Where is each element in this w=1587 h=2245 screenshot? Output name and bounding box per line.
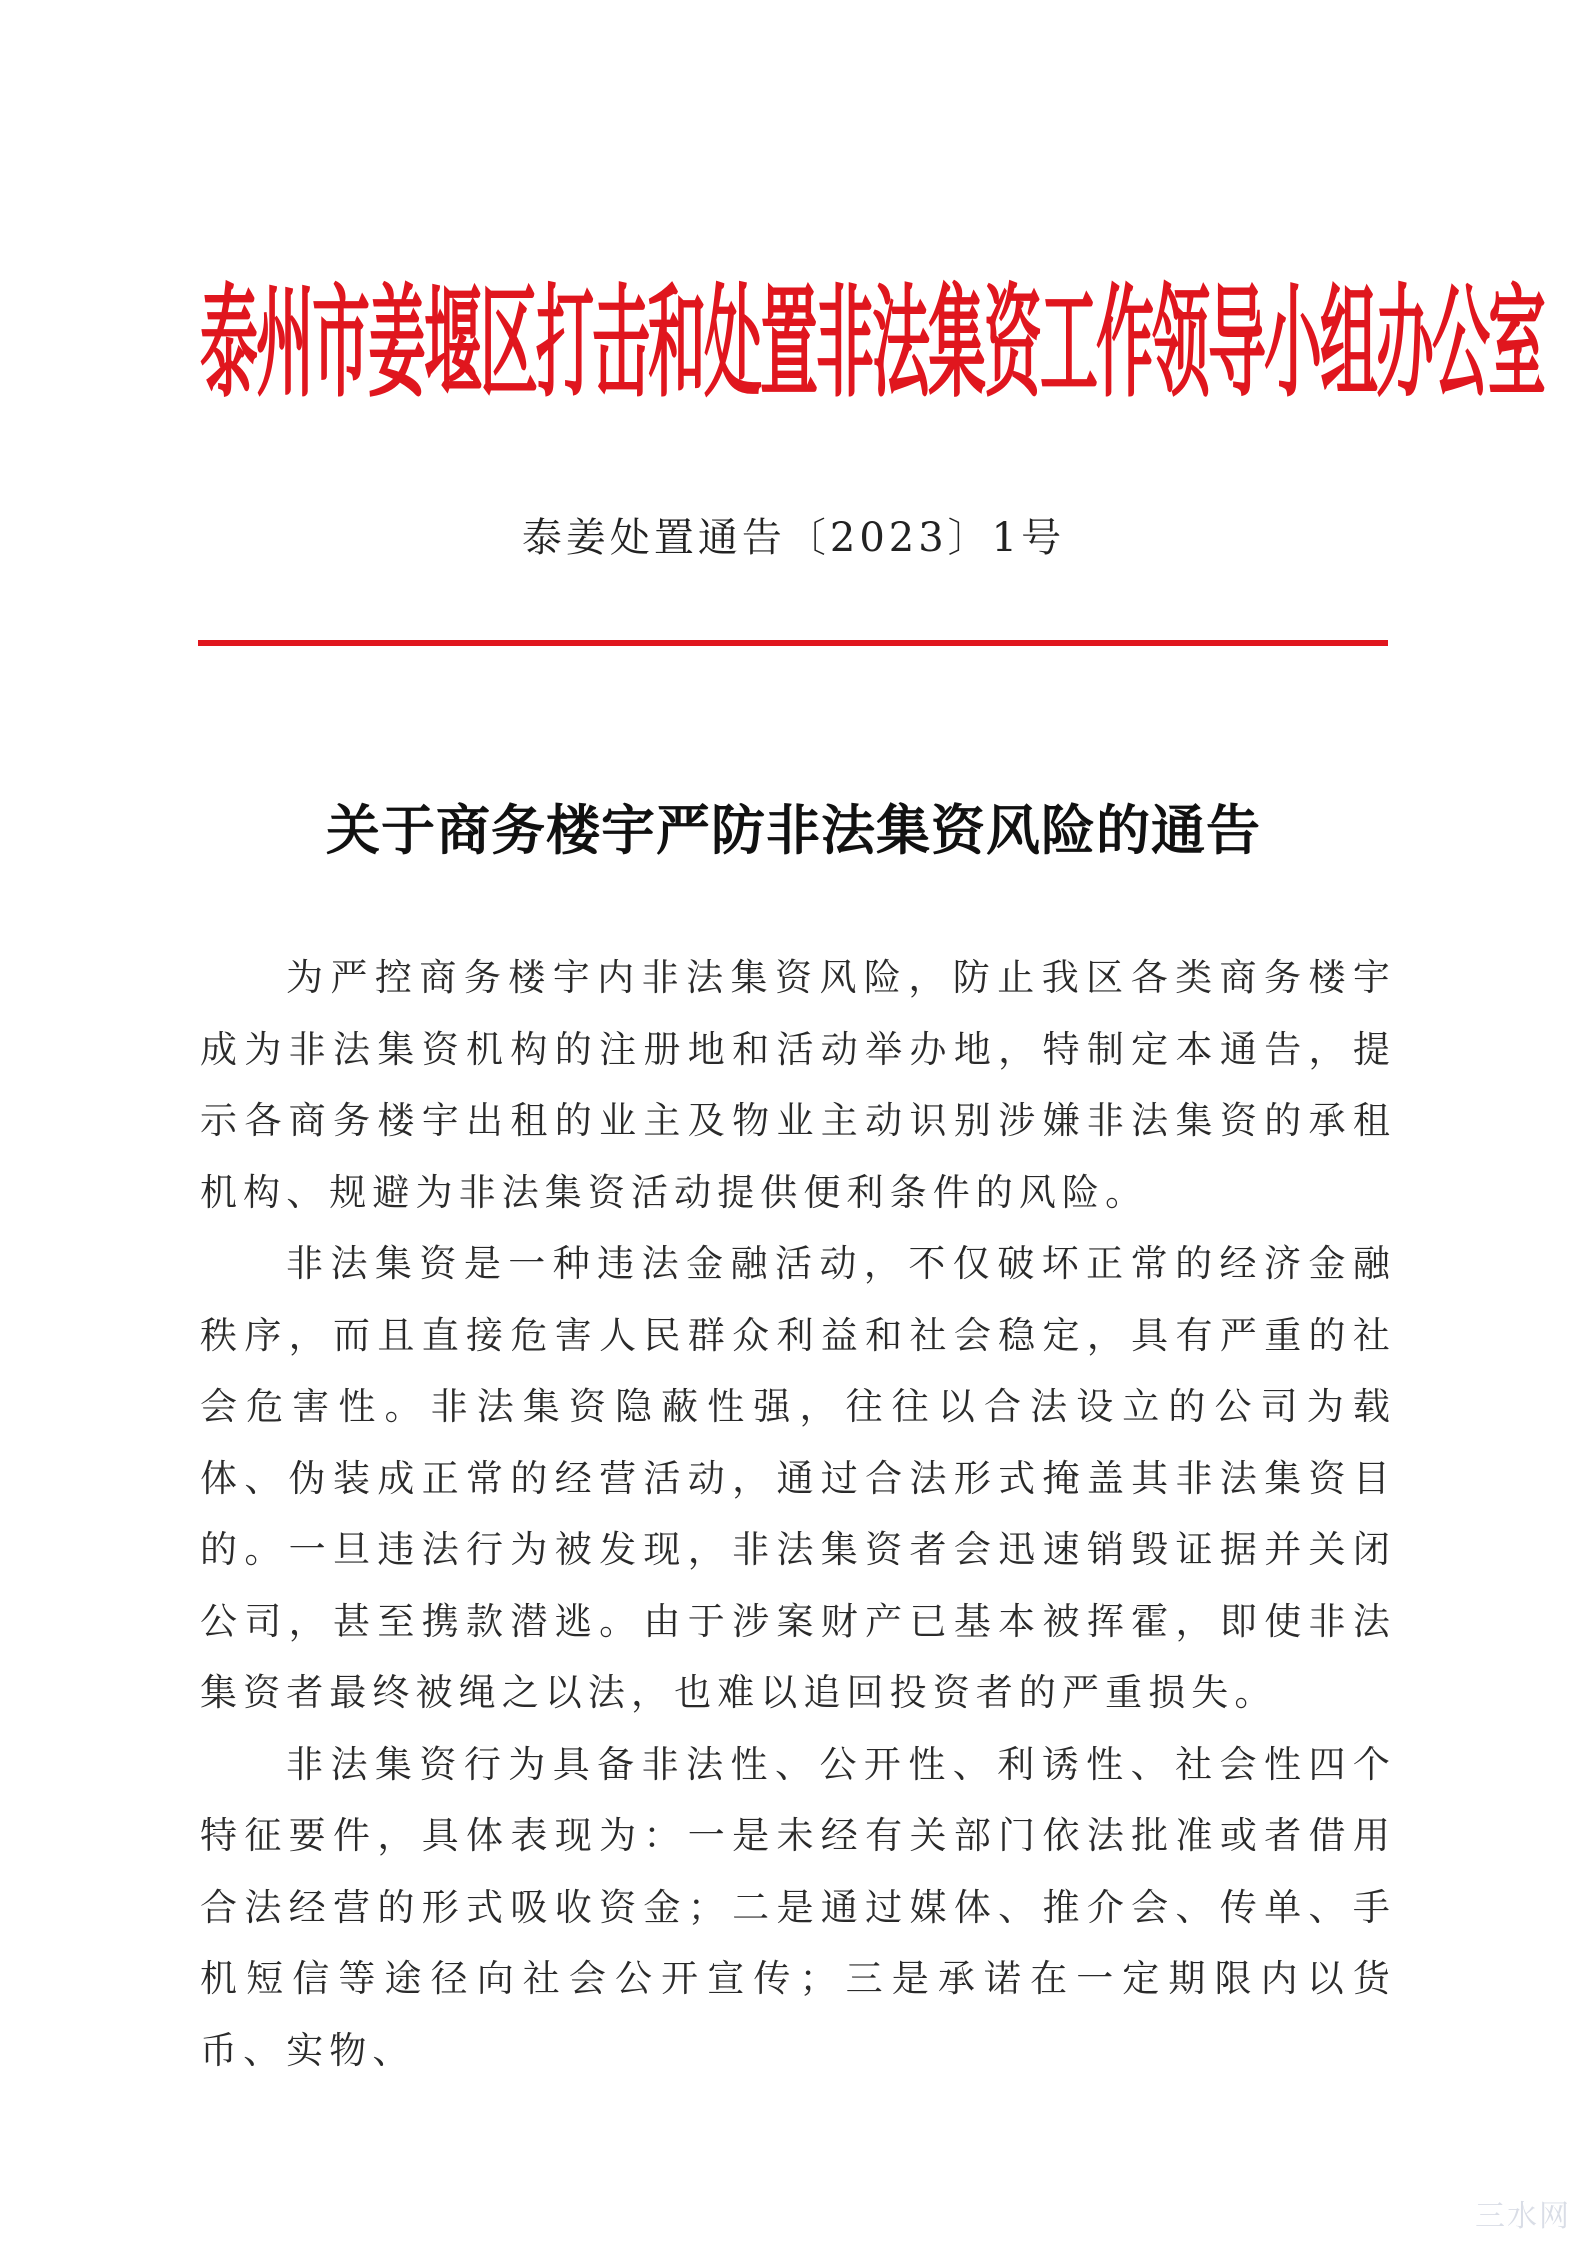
body-paragraph: 非法集资行为具备非法性、公开性、利诱性、社会性四个特征要件，具体表现为：一是未经有关部门依法批准或者借用合法经营的形式吸收资金；二是通过媒体、推介会、传单、手机短信等途径向社会公开宣传；三是承诺在一定期限内以货币、实物、	[200, 1742, 1396, 2072]
site-watermark: 三水网	[1475, 2199, 1571, 2234]
document-number: 泰姜处置通告〔2023〕1号	[521, 515, 1066, 561]
notice-title: 关于商务楼宇严防非法集资风险的通告	[326, 798, 1261, 862]
red-divider-line	[198, 640, 1388, 646]
notice-body	[200, 942, 1396, 2086]
body-paragraph: 为严控商务楼宇内非法集资风险，防止我区各类商务楼宇成为非法集资机构的注册地和活动举办地，特制定本通告，提示各商务楼宇出租的业主及物业主动识别涉嫌非法集资的承租机构、规避为非法集资活动提供便利条件的风险。	[200, 956, 1396, 1214]
issuing-office-name: 泰州市姜堰区打击和处置非法集资工作领导小组办公室	[200, 271, 1545, 415]
body-paragraph: 非法集资是一种违法金融活动，不仅破坏正常的经济金融秩序，而且直接危害人民群众利益和社会稳定，具有严重的社会危害性。非法集资隐蔽性强，往往以合法设立的公司为载体、伪装成正常的经营活动，通过合法形式掩盖其非法集资目的。一旦违法行为被发现，非法集资者会迅速销毁证据并关闭公司，甚至携款潜逃。由于涉案财产已基本被挥霍，即使非法集资者最终被绳之以法，也难以追回投资者的严重损失。	[200, 1242, 1396, 1714]
issuing-office-header	[200, 258, 1545, 428]
